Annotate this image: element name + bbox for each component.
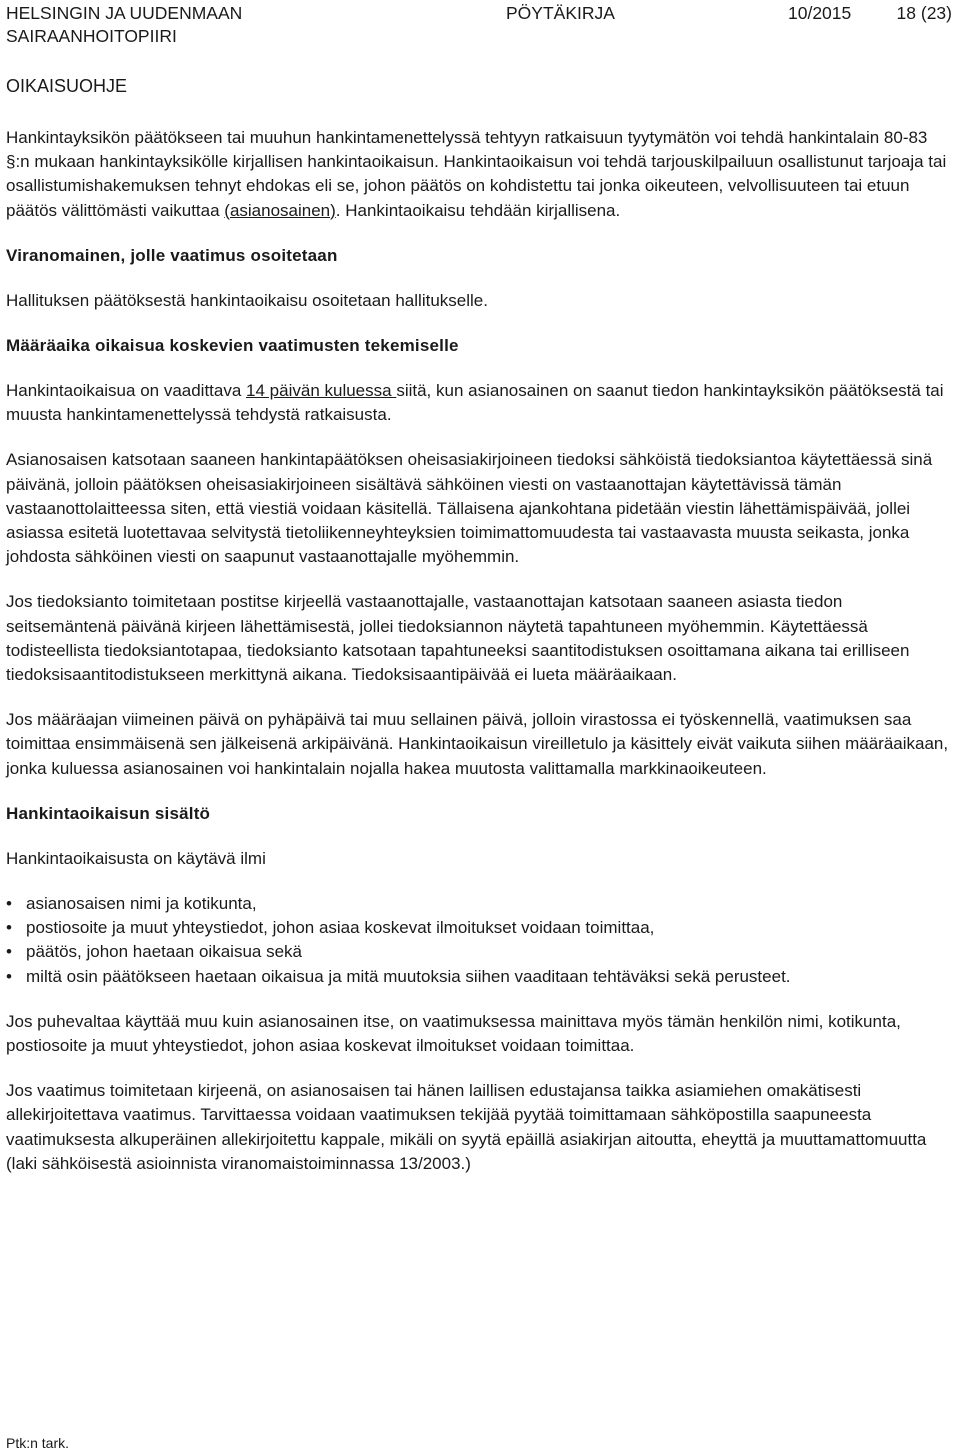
deadline-paragraph-1 <box>6 379 950 427</box>
intro-text-1: Hankintayksikön päätökseen tai muuhun hankintamenettelyssä tehtyyn ratkaisuun tyytymätön voi tehdä hankintalain 80-83 §:n mukaan hankintayksikölle kirjallisen hankintaoikaisun. Hankintaoikaisun voi tehdä tarjouskilpailuun osallistunut tarjoaja tai osallistumishakemuksen tehnyt ehdokas eli se, johon päätös on kohdistettu tai jonka oikeuteen, velvollisuuteen tai etuun päätös välittömästi vaikuttaa <box>6 128 947 220</box>
page-footer: Ptk:n tark. <box>6 1435 70 1451</box>
authority-heading: Viranomainen, jolle vaatimus osoitetaan <box>6 245 338 265</box>
deadline-heading: Määräaika oikaisua koskevien vaatimusten tekemiselle <box>6 336 459 356</box>
list-item: • miltä osin päätökseen haetaan oikaisua ja mitä muutoksia siihen vaaditaan tehtäväksi sekä perusteet. <box>26 965 950 989</box>
content-paragraph-2: Jos vaatimus toimitetaan kirjeenä, on asianosaisen tai hänen laillisen edustajansa taikka asiamiehen omakätisesti allekirjoitettava vaatimus. Tarvittaessa voidaan vaatimuksen tekijää pyytää toimittamaan sähköpostilla saapuneesta vaatimuksesta alkuperäinen allekirjoitettu kappale, mikäli on syytä epäillä asiakirjan aitoutta, eheyttä ja muuttamattomuutta (laki sähköisestä asioinnista viranomaistoiminnassa 13/2003.) <box>6 1081 927 1173</box>
content-paragraph-1: Jos puhevaltaa käyttää muu kuin asianosainen itse, on vaatimuksessa mainittava myös tämän henkilön nimi, kotikunta, postiosoite ja muut yhteystiedot, johon asiaa koskevat ilmoitukset voidaan toimittaa. <box>6 1011 901 1056</box>
organization-name <box>6 2 242 48</box>
page-title: OIKAISUOHJE <box>6 76 128 96</box>
deadline-paragraph-2: Asianosaisen katsotaan saaneen hankintapäätöksen oheisasiakirjoineen tiedoksi sähköistä tiedoksiantoa käytettäessä sinä päivänä, jolloin päätöksen oheisasiakirjoineen sisältävä sähköinen viesti on vastaanottajan käytettävissä tämän vastaanottolaitteessa siten, että viestiä voidaan käsitellä. Tällaisena ajankohtana pidetään viestin lähettämispäivää, jollei asiassa esitetä luotettavaa selvitystä tietoliikenneyhteyksien toimimattomuudesta tai vastaavasta muusta seikasta, jonka johdosta sähköinen viesti on saapunut vastaanottajalle myöhemmin. <box>6 450 933 567</box>
intro-text-2: . Hankintaoikaisu tehdään kirjallisena. <box>335 200 621 220</box>
deadline-p1-after: siitä, kun asianosainen on saanut tiedon hankintayksikön päätöksestä tai muusta hankintamenettelyssä tehdystä ratkaisusta. <box>6 381 944 425</box>
content-heading: Hankintaoikaisun sisältö <box>6 803 211 823</box>
intro-underlined-term: (asianosainen) <box>224 200 336 220</box>
content-requirements-list <box>6 892 950 989</box>
organization-line-2: SAIRAANHOITOPIIRI <box>6 26 177 46</box>
deadline-p1-before: Hankintaoikaisua on vaadittava <box>6 381 247 401</box>
organization-line-1: HELSINGIN JA UUDENMAAN <box>6 3 243 23</box>
document-number: 10/2015 <box>788 3 852 23</box>
authority-text: Hallituksen päätöksestä hankintaoikaisu osoitetaan hallitukselle. <box>6 290 488 310</box>
list-item: • asianosaisen nimi ja kotikunta, <box>26 892 950 916</box>
document-body <box>6 74 950 1197</box>
list-item: • postiosoite ja muut yhteystiedot, johon asiaa koskevat ilmoitukset voidaan toimittaa, <box>26 916 950 940</box>
page-number: 18 (23) <box>896 3 952 23</box>
content-lead: Hankintaoikaisusta on käytävä ilmi <box>6 848 266 868</box>
list-item: • päätös, johon haetaan oikaisua sekä <box>26 940 950 964</box>
deadline-paragraph-4: Jos määräajan viimeinen päivä on pyhäpäivä tai muu sellainen päivä, jolloin virastossa ei työskennellä, vaatimuksen saa toimittaa ensimmäisenä sen jälkeisenä arkipäivänä. Hankintaoikaisun vireilletulo ja käsittely eivät vaikuta siihen määräaikaan, jonka kuluessa asianosainen voi hankintalain nojalla hakea muutosta valittamalla markkinaoikeuteen. <box>6 710 949 778</box>
intro-paragraph <box>6 126 950 223</box>
deadline-paragraph-3: Jos tiedoksianto toimitetaan postitse kirjeellä vastaanottajalle, vastaanottajan katsotaan saaneen asiasta tiedon seitsemäntenä päivänä kirjeen lähettämisestä, jollei tiedoksiannon näytetä tapahtuneen myöhemmin. Käytettäessä todisteellista tiedoksiantotapaa, tiedoksianto katsotaan tapahtuneeksi saantitodistuksen osoittamana aikana tai erilliseen tiedoksisaantitodistukseen merkittynä aikana. Tiedoksisaantipäivää ei lueta määräaikaan. <box>6 592 910 685</box>
page-header <box>6 2 952 48</box>
deadline-p1-underlined: 14 päivän kuluessa <box>246 381 397 401</box>
document-type: PÖYTÄKIRJA <box>506 3 615 23</box>
